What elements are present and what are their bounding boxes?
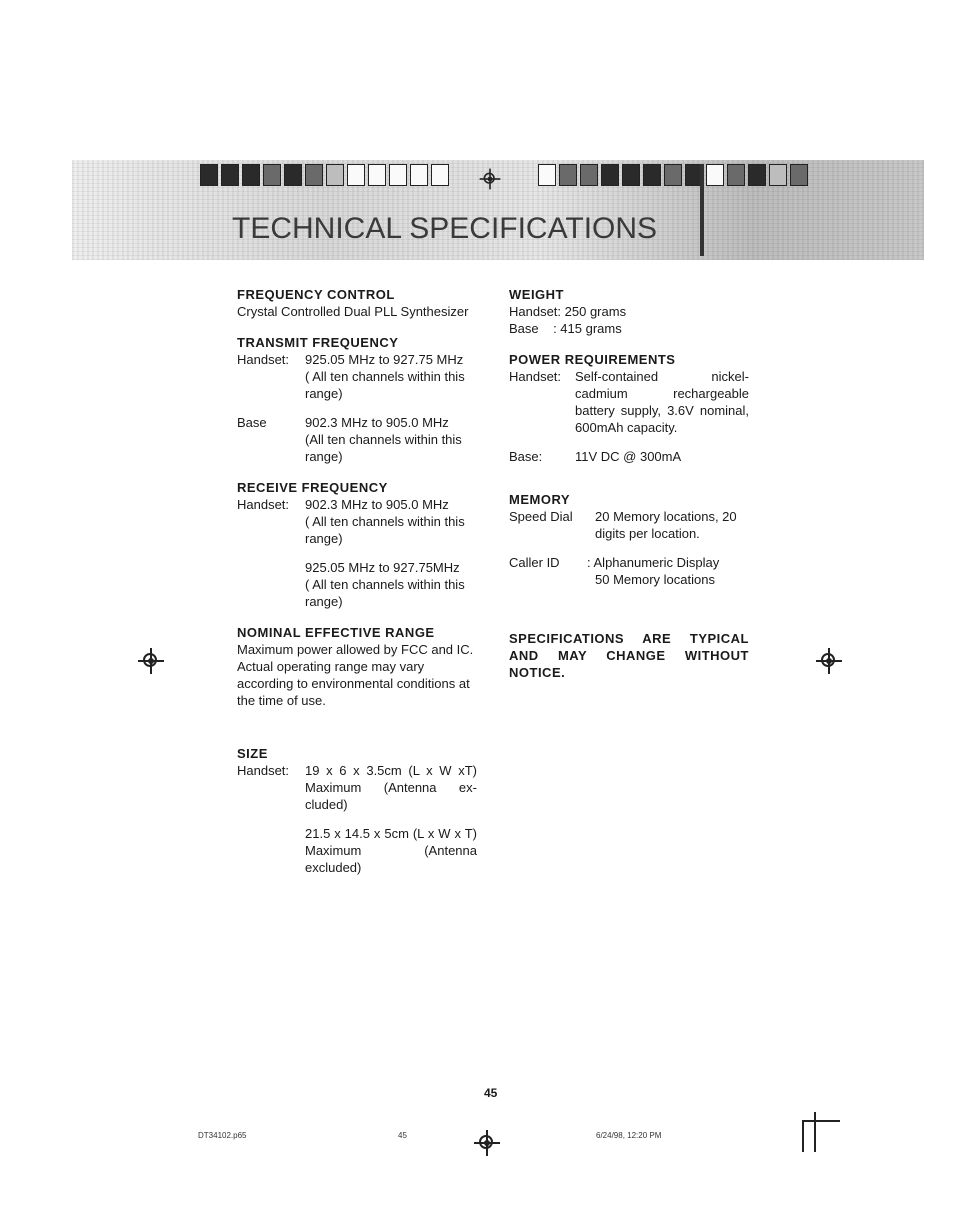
- footer-filename: DT34102.p65: [198, 1131, 247, 1140]
- spec-note: (All ten channels within this range): [305, 432, 462, 464]
- spec-value: 20 Memory locations, 20 digits per location.: [595, 509, 737, 541]
- section-text: Crystal Controlled Dual PLL Synthesizer: [237, 304, 469, 319]
- crop-mark: [796, 1112, 840, 1152]
- section-heading: FREQUENCY CONTROL: [237, 287, 395, 302]
- registration-mark-left: [138, 648, 164, 674]
- section-text: Maximum power allowed by FCC and IC. Actual operating range may vary according to environmental conditions at the time of use.: [237, 642, 474, 708]
- spec-value: 925.05 MHz to 927.75 MHz: [305, 352, 464, 367]
- specs-left-column: [237, 286, 477, 890]
- spec-row: [237, 351, 477, 368]
- spec-value: Self-contained nickel-cadmium rechargeable battery supply, 3.6V nominal, 600mAh capacity.: [575, 369, 749, 435]
- section-heading: NOMINAL EFFECTIVE RANGE: [237, 625, 435, 640]
- section-heading: TRANSMIT FREQUENCY: [237, 335, 399, 350]
- spec-value: 902.3 MHz to 905.0 MHz: [305, 497, 449, 512]
- spec-label: Base:: [509, 449, 543, 464]
- spec-note: ( All ten channels within this range): [305, 577, 465, 609]
- page-title: TECHNICAL SPECIFICATIONS: [232, 212, 658, 245]
- spec-row: [509, 508, 749, 542]
- section-heading: MEMORY: [509, 492, 571, 507]
- spec-row: [509, 554, 749, 571]
- spec-label: Speed Dial: [509, 509, 573, 524]
- spec-label: Handset:: [237, 763, 290, 778]
- spec-value: 19 x 6 x 3.5cm (L x W xT) Maximum (Antenna ex- cluded): [305, 763, 477, 812]
- receive-frequency-section: [237, 479, 477, 610]
- header-banner: [72, 160, 924, 260]
- spec-value: 11V DC @ 300mA: [575, 449, 682, 464]
- spec-value: 50 Memory locations: [595, 572, 715, 587]
- banner-vertical-bar: [700, 164, 704, 256]
- spec-label: Handset:: [509, 369, 562, 384]
- banner-swatch-strip-right: [538, 164, 811, 188]
- nominal-range-section: [237, 624, 477, 709]
- spec-line: Base : 415 grams: [509, 321, 622, 336]
- section-heading: SIZE: [237, 746, 268, 761]
- footer-date: 6/24/98, 12:20 PM: [596, 1131, 662, 1140]
- power-requirements-section: [509, 351, 749, 465]
- size-section: [237, 745, 477, 876]
- memory-section: [509, 491, 749, 588]
- specs-right-column: [509, 286, 749, 681]
- registration-mark-right: [816, 648, 842, 674]
- page-number: 45: [484, 1086, 498, 1100]
- section-heading: RECEIVE FREQUENCY: [237, 480, 388, 495]
- spec-value: : Alphanumeric Display: [587, 555, 720, 570]
- footer-page: 45: [398, 1131, 407, 1140]
- spec-value: 925.05 MHz to 927.75MHz: [305, 560, 460, 575]
- spec-label: Base: [237, 415, 267, 430]
- banner-swatch-strip-left: [200, 164, 452, 188]
- spec-value: 21.5 x 14.5 x 5cm (L x W x T) Maximum (Antenna excluded): [305, 826, 477, 875]
- notice-text: SPECIFICATIONS ARE TYPICAL AND MAY CHANGE WITHOUT NOTICE.: [509, 631, 749, 680]
- spec-note: ( All ten channels within this range): [305, 514, 465, 546]
- spec-row: [509, 368, 749, 436]
- section-heading: POWER REQUIREMENTS: [509, 352, 676, 367]
- registration-mark-bottom: [474, 1130, 500, 1156]
- spec-label: Handset:: [237, 497, 290, 512]
- spec-label: Caller ID: [509, 555, 560, 570]
- spec-row: [237, 414, 477, 431]
- weight-section: [509, 286, 749, 337]
- spec-row: [237, 496, 477, 513]
- spec-label: Handset:: [237, 352, 290, 367]
- banner-registration-mark: [480, 169, 501, 190]
- frequency-control-section: [237, 286, 477, 320]
- section-heading: WEIGHT: [509, 287, 564, 302]
- spec-line: Handset: 250 grams: [509, 304, 627, 319]
- spec-note: ( All ten channels within this range): [305, 369, 465, 401]
- spec-row: [509, 448, 749, 465]
- spec-row: [237, 762, 477, 813]
- transmit-frequency-section: [237, 334, 477, 465]
- spec-value: 902.3 MHz to 905.0 MHz: [305, 415, 449, 430]
